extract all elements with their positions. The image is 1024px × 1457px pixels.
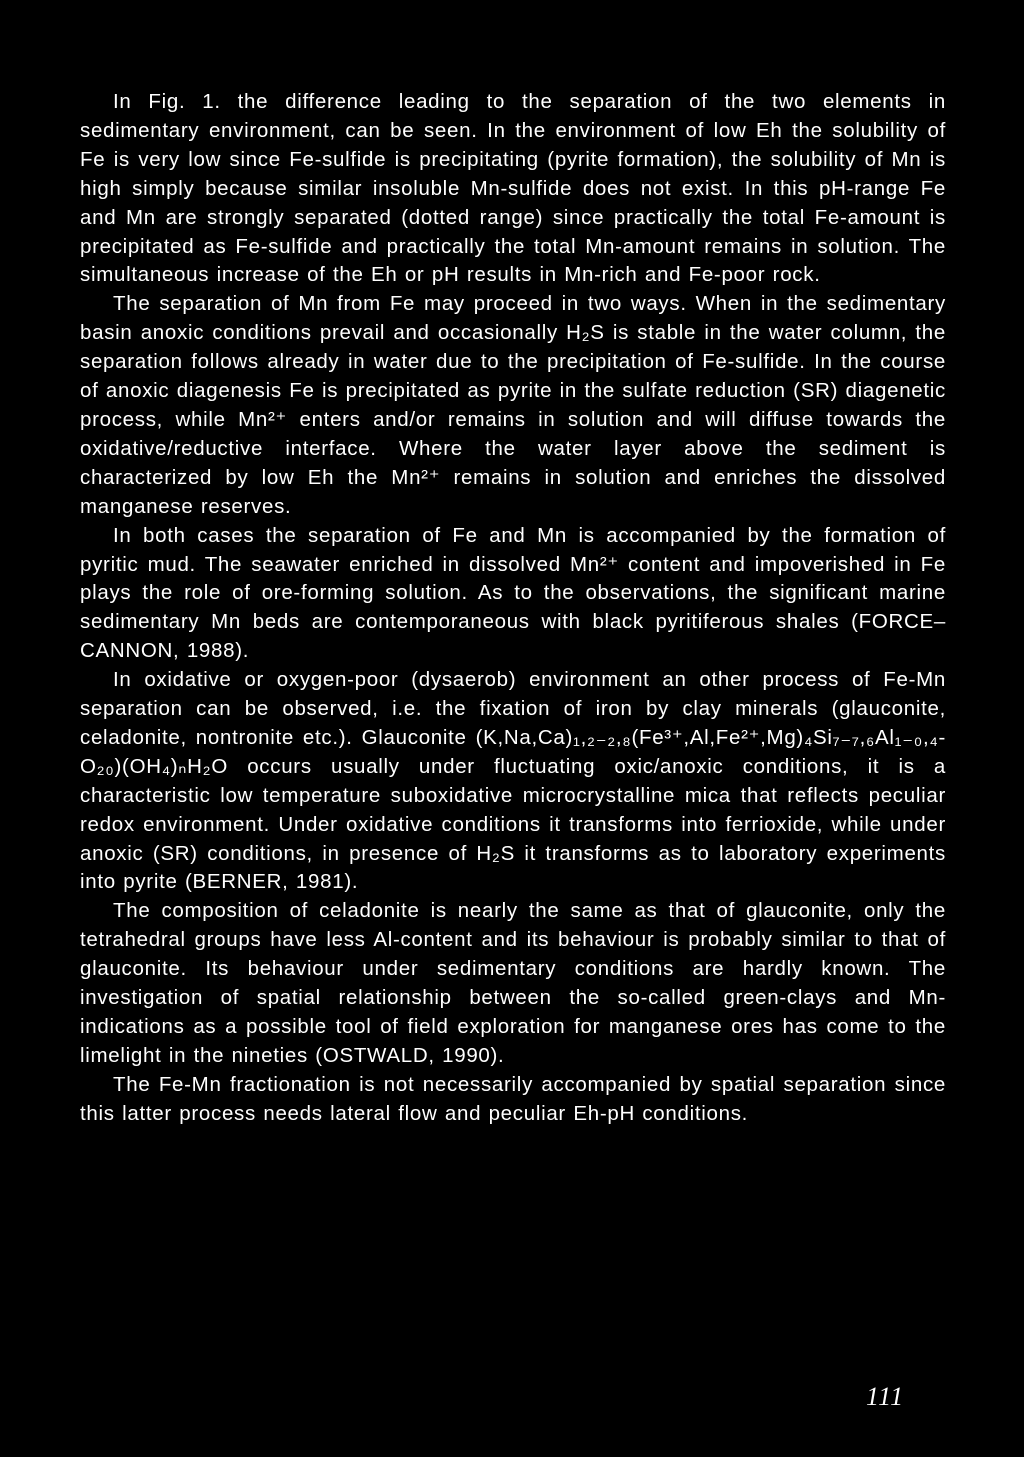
paragraph-pyritic-mud: In both cases the separation of Fe and Mn is accompanied by the formation of pyritic mud. The seawater enriched in dissolved Mn²⁺ content and impoverished in Fe plays the role of ore-forming solution. As to the observations, the significant marine sedimentary Mn beds are contemporaneous with black pyritiferous shales (FORCE–CANNON, 1988).: [80, 523, 946, 663]
paragraph-separation-ways: The separation of Mn from Fe may proceed in two ways. When in the sedimentary basin anoxic conditions prevail and occasionally H₂S is stable in the water column, the separation follows already in water due to the precipitation of Fe-sulfide. In the course of anoxic diagenesis Fe is precipitated as pyrite in the sulfate reduction (SR) diagenetic process, while Mn²⁺ enters and/or remains in solution and will diffuse towards the oxidative/reductive interface. Where the water layer above the sediment is characterized by low Eh the Mn²⁺ remains in solution and enriches the dissolved manganese reserves.: [80, 292, 946, 518]
document-page: [80, 88, 946, 1388]
paragraph-celadonite: The composition of celadonite is nearly the same as that of glauconite, only the tetrahedral groups have less Al-content and its behaviour is probably similar to that of glauconite. Its behaviour under sedimentary conditions are hardly known. The investigation of spatial relationship between the so-called green-clays and Mn-indications as a possible tool of field exploration for manganese ores has come to the limelight in the nineties (OSTWALD, 1990).: [80, 899, 946, 1067]
paragraph-fig1-separation: In Fig. 1. the difference leading to the separation of the two elements in sedimentary environment, can be seen. In the environment of low Eh the solubility of Fe is very low since Fe-sulfide is precipitating (pyrite formation), the solubility of Mn is high simply because similar insoluble Mn-sulfide does not exist. In this pH-range Fe and Mn are strongly separated (dotted range) since practically the total Fe-amount is precipitated as Fe-sulfide and practically the total Mn-amount remains in solution. The simultaneous increase of the Eh or pH results in Mn-rich and Fe-poor rock.: [80, 90, 946, 287]
paragraph-glauconite: In oxidative or oxygen-poor (dysaerob) environment an other process of Fe-Mn separation can be observed, i.e. the fixation of iron by clay minerals (glauconite, celadonite, nontronite etc.). Glauconite (K,Na,Ca)₁,₂₋₂,₈(Fe³⁺,Al,Fe²⁺,Mg)₄Si₇₋₇,₆Al₁₋₀,₄-O₂₀)(OH₄)ₙH₂O occurs usually under fluctuating oxic/anoxic conditions, it is a characteristic low temperature suboxidative microcrystalline mica that reflects peculiar redox environment. Under oxidative conditions it transforms into ferrioxide, while under anoxic (SR) conditions, in presence of H₂S it transforms as to laboratory experiments into pyrite (BERNER, 1981).: [80, 668, 946, 894]
page-number: 111: [866, 1382, 905, 1411]
paragraph-fractionation: The Fe-Mn fractionation is not necessarily accompanied by spatial separation since this latter process needs lateral flow and peculiar Eh-pH conditions.: [80, 1072, 946, 1125]
